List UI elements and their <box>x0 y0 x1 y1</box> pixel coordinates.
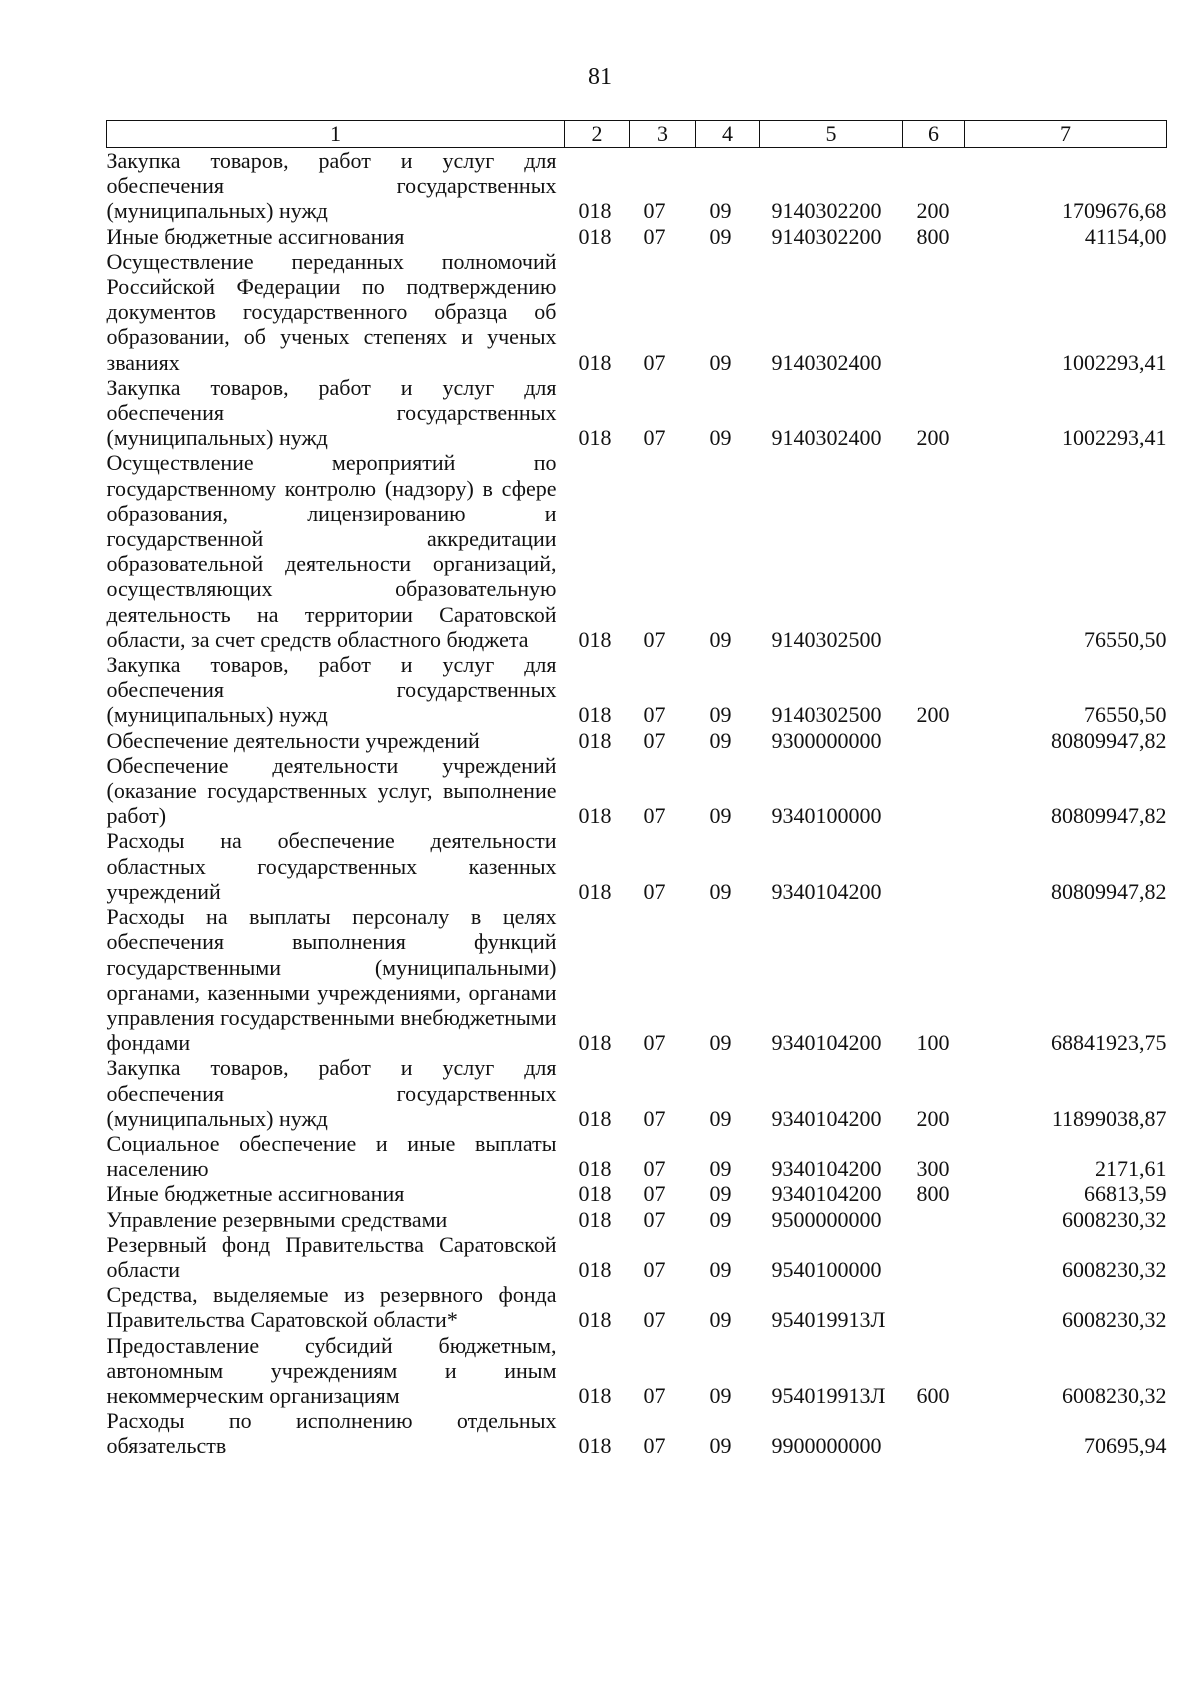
row-section-code: 07 <box>643 702 666 728</box>
row-subsection-code: 09 <box>709 1105 732 1131</box>
row-expense-type: 200 <box>916 1105 950 1131</box>
row-expense-type: 200 <box>916 702 950 728</box>
row-ministry-code: 018 <box>578 223 612 249</box>
row-amount: 6008230,32 <box>1062 1382 1167 1408</box>
row-name: Закупка товаров, работ и услуг для обеспечения государственных (муниципальных) нужд <box>106 374 557 451</box>
page-number: 81 <box>588 64 612 90</box>
row-name: Иные бюджетные ассигнования <box>106 223 405 249</box>
row-ministry-code: 018 <box>578 1156 612 1182</box>
row-section-code: 07 <box>643 1181 666 1207</box>
row-expense-type <box>903 450 965 652</box>
row-section-code: 07 <box>643 1433 666 1459</box>
row-expense-type <box>903 1207 965 1232</box>
row-target-article: 9540100000 <box>771 1256 882 1282</box>
row-target-article: 9140302400 <box>771 425 882 451</box>
row-expense-type: 300 <box>916 1156 950 1182</box>
table-row <box>107 828 1167 904</box>
header-col-2: 2 <box>565 121 630 148</box>
row-name: Закупка товаров, работ и услуг для обеспечения государственных (муниципальных) нужд <box>106 652 557 728</box>
row-target-article: 9340104200 <box>771 1156 882 1182</box>
row-ministry-code: 018 <box>578 198 612 224</box>
row-expense-type: 200 <box>916 198 950 224</box>
table-row <box>107 148 1167 224</box>
row-name: Резервный фонд Правительства Саратовской области <box>106 1231 557 1282</box>
row-section-code: 07 <box>643 626 666 652</box>
table-row <box>107 375 1167 451</box>
row-subsection-code: 09 <box>709 425 732 451</box>
row-ministry-code: 018 <box>578 1030 612 1056</box>
row-amount: 80809947,82 <box>1051 727 1167 753</box>
row-target-article: 954019913Л <box>771 1382 886 1408</box>
row-amount: 68841923,75 <box>1051 1030 1167 1056</box>
row-section-code: 07 <box>643 198 666 224</box>
header-col-3: 3 <box>630 121 696 148</box>
row-section-code: 07 <box>643 1307 666 1333</box>
table-header <box>107 121 1167 148</box>
row-subsection-code: 09 <box>709 626 732 652</box>
header-row <box>107 121 1167 148</box>
row-ministry-code: 018 <box>578 1206 612 1232</box>
row-amount: 2171,61 <box>1095 1156 1167 1182</box>
row-section-code: 07 <box>643 1256 666 1282</box>
row-ministry-code: 018 <box>578 1105 612 1131</box>
row-section-code: 07 <box>643 349 666 375</box>
row-name: Предоставление субсидий бюджетным, автономным учреждениям и иным некоммерческим организациям <box>106 1332 557 1408</box>
table-row <box>107 1055 1167 1131</box>
row-section-code: 07 <box>643 727 666 753</box>
row-expense-type: 600 <box>916 1382 950 1408</box>
row-subsection-code: 09 <box>709 349 732 375</box>
row-target-article: 9340104200 <box>771 1181 882 1207</box>
row-name: Социальное обеспечение и иные выплаты населению <box>106 1130 557 1182</box>
table-row <box>107 1181 1167 1206</box>
row-ministry-code: 018 <box>578 727 612 753</box>
row-section-code: 07 <box>643 878 666 904</box>
row-amount: 41154,00 <box>1084 223 1167 249</box>
row-name: Обеспечение деятельности учреждений (оказание государственных услуг, выполнение работ) <box>106 752 557 829</box>
row-amount: 1002293,41 <box>1062 349 1167 375</box>
row-name: Расходы на обеспечение деятельности областных государственных казенных учреждений <box>106 828 557 904</box>
row-amount: 6008230,32 <box>1062 1307 1167 1333</box>
row-ministry-code: 018 <box>578 1307 612 1333</box>
row-ministry-code: 018 <box>578 1181 612 1207</box>
row-name: Управление резервными средствами <box>106 1206 448 1232</box>
row-amount: 1002293,41 <box>1062 425 1167 451</box>
row-subsection-code: 09 <box>709 1156 732 1182</box>
row-subsection-code: 09 <box>709 702 732 728</box>
table-row <box>107 450 1167 652</box>
row-name: Расходы по исполнению отдельных обязательств <box>106 1408 557 1459</box>
row-section-code: 07 <box>643 1105 666 1131</box>
table-row <box>107 1282 1167 1332</box>
row-expense-type: 100 <box>916 1030 950 1056</box>
row-name: Осуществление мероприятий по государственному контролю (надзору) в сфере образования, лицензированию и государственной аккредитации образовательной деятельности организаций, осуществляющих образовательную деятельность на территории Саратовской области, за счет средств областного бюджета <box>106 450 557 652</box>
row-target-article: 9500000000 <box>771 1206 882 1232</box>
row-section-code: 07 <box>643 1156 666 1182</box>
row-subsection-code: 09 <box>709 1256 732 1282</box>
row-subsection-code: 09 <box>709 1206 732 1232</box>
row-ministry-code: 018 <box>578 626 612 652</box>
row-target-article: 9140302200 <box>771 198 882 224</box>
table-row <box>107 753 1167 829</box>
row-name: Закупка товаров, работ и услуг для обеспечения государственных (муниципальных) нужд <box>106 148 557 224</box>
table-row <box>107 1207 1167 1232</box>
row-expense-type <box>903 1232 965 1282</box>
row-expense-type <box>903 1282 965 1332</box>
table-row <box>107 652 1167 728</box>
row-subsection-code: 09 <box>709 1433 732 1459</box>
row-expense-type: 800 <box>916 223 950 249</box>
row-subsection-code: 09 <box>709 727 732 753</box>
header-col-5: 5 <box>760 121 903 148</box>
row-subsection-code: 09 <box>709 803 732 829</box>
row-expense-type: 800 <box>916 1181 950 1207</box>
row-subsection-code: 09 <box>709 1307 732 1333</box>
row-expense-type <box>903 828 965 904</box>
row-amount: 1709676,68 <box>1062 198 1167 224</box>
row-target-article: 9340104200 <box>771 1030 882 1056</box>
row-name: Обеспечение деятельности учреждений <box>106 727 480 753</box>
row-ministry-code: 018 <box>578 1382 612 1408</box>
table-row <box>107 224 1167 249</box>
budget-table <box>106 120 1167 1459</box>
row-expense-type <box>903 249 965 375</box>
row-amount: 6008230,32 <box>1062 1256 1167 1282</box>
row-subsection-code: 09 <box>709 1382 732 1408</box>
row-name: Расходы на выплаты персоналу в целях обеспечения выполнения функций государственными (муниципальными) органами, казенными учреждениями, органами управления государственными внебюджетными фондами <box>106 904 557 1056</box>
row-section-code: 07 <box>643 425 666 451</box>
table-row <box>107 1333 1167 1409</box>
table-body <box>107 148 1167 1459</box>
table-row <box>107 904 1167 1055</box>
row-target-article: 9140302400 <box>771 349 882 375</box>
row-expense-type <box>903 753 965 829</box>
row-subsection-code: 09 <box>709 198 732 224</box>
row-amount: 80809947,82 <box>1051 878 1167 904</box>
header-col-1: 1 <box>107 121 565 148</box>
row-name: Иные бюджетные ассигнования <box>106 1181 405 1207</box>
row-target-article: 9340104200 <box>771 878 882 904</box>
row-name: Средства, выделяемые из резервного фонда Правительства Саратовской области* <box>106 1282 557 1333</box>
row-target-article: 954019913Л <box>771 1307 886 1333</box>
row-amount: 66813,59 <box>1084 1181 1167 1207</box>
row-ministry-code: 018 <box>578 803 612 829</box>
row-ministry-code: 018 <box>578 1256 612 1282</box>
row-subsection-code: 09 <box>709 1030 732 1056</box>
row-amount: 76550,50 <box>1084 626 1167 652</box>
row-subsection-code: 09 <box>709 223 732 249</box>
header-col-7: 7 <box>965 121 1167 148</box>
header-col-6: 6 <box>903 121 965 148</box>
row-section-code: 07 <box>643 223 666 249</box>
row-section-code: 07 <box>643 1030 666 1056</box>
row-ministry-code: 018 <box>578 878 612 904</box>
row-ministry-code: 018 <box>578 1433 612 1459</box>
row-section-code: 07 <box>643 1206 666 1232</box>
row-expense-type: 200 <box>916 425 950 451</box>
table-row <box>107 1131 1167 1181</box>
row-amount: 70695,94 <box>1084 1433 1167 1459</box>
row-expense-type <box>903 728 965 753</box>
row-section-code: 07 <box>643 803 666 829</box>
row-name: Осуществление переданных полномочий Российской Федерации по подтверждению документов государственного образца об образовании, об ученых степенях и ученых званиях <box>106 248 557 375</box>
table-row <box>107 1408 1167 1458</box>
table-row <box>107 1232 1167 1282</box>
table-row <box>107 728 1167 753</box>
row-target-article: 9340104200 <box>771 1105 882 1131</box>
row-target-article: 9140302200 <box>771 223 882 249</box>
row-target-article: 9300000000 <box>771 727 882 753</box>
row-section-code: 07 <box>643 1382 666 1408</box>
row-target-article: 9340100000 <box>771 803 882 829</box>
row-target-article: 9900000000 <box>771 1433 882 1459</box>
header-col-4: 4 <box>696 121 760 148</box>
row-ministry-code: 018 <box>578 702 612 728</box>
row-amount: 11899038,87 <box>1051 1105 1167 1131</box>
row-target-article: 9140302500 <box>771 626 882 652</box>
row-subsection-code: 09 <box>709 1181 732 1207</box>
row-expense-type <box>903 1408 965 1458</box>
row-amount: 76550,50 <box>1084 702 1167 728</box>
row-target-article: 9140302500 <box>771 702 882 728</box>
row-ministry-code: 018 <box>578 425 612 451</box>
row-amount: 6008230,32 <box>1062 1206 1167 1232</box>
row-name: Закупка товаров, работ и услуг для обеспечения государственных (муниципальных) нужд <box>106 1055 557 1131</box>
row-subsection-code: 09 <box>709 878 732 904</box>
row-ministry-code: 018 <box>578 349 612 375</box>
table-row <box>107 249 1167 375</box>
row-amount: 80809947,82 <box>1051 803 1167 829</box>
